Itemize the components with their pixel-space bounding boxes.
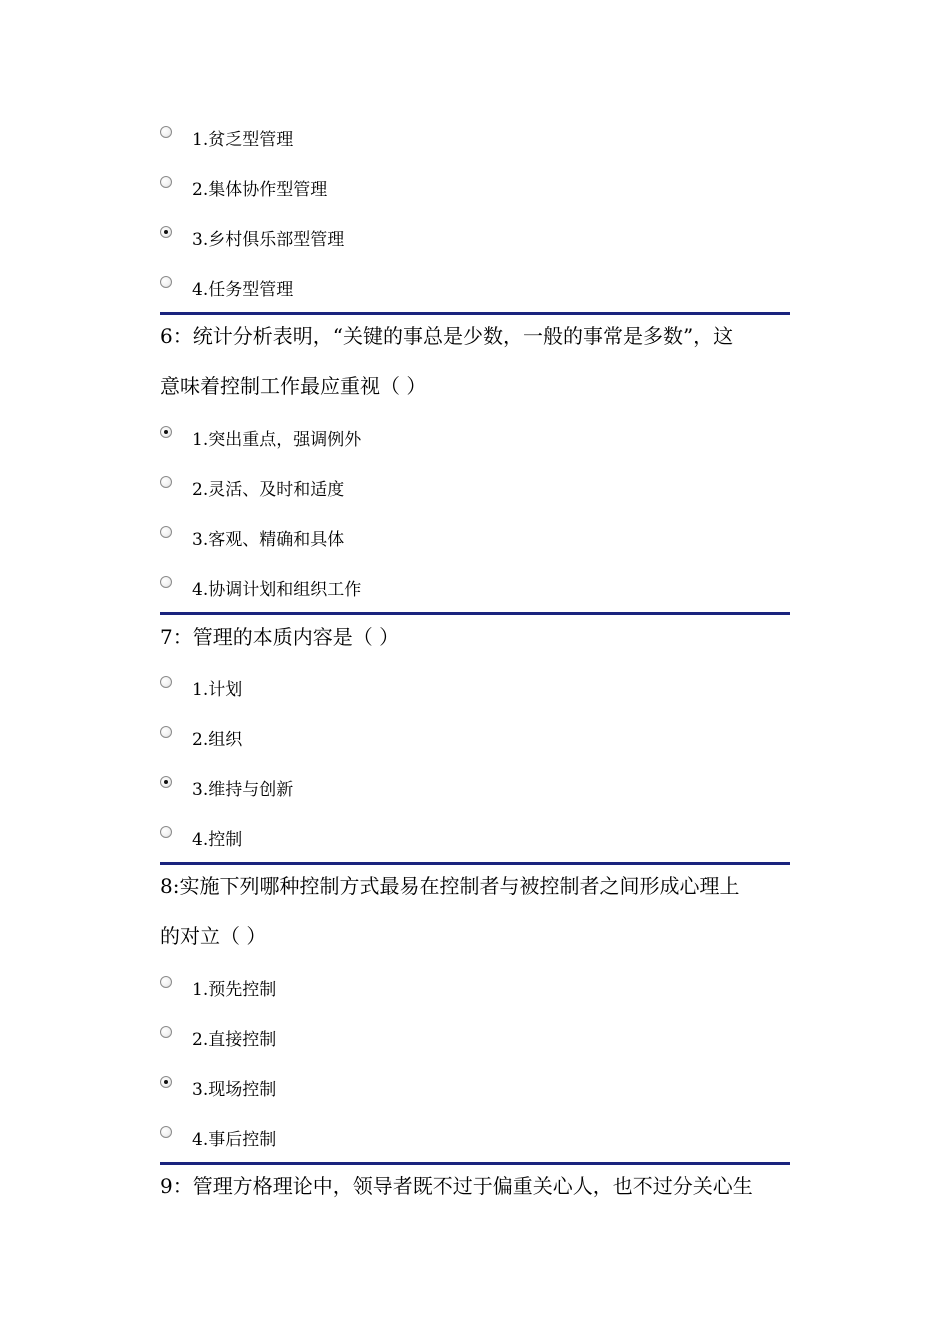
question-9-text-line-1: 9：管理方格理论中，领导者既不过于偏重关心人，也不过分关心生 bbox=[160, 1174, 753, 1198]
radio-button-unchecked[interactable] bbox=[160, 526, 172, 538]
radio-button-unchecked[interactable] bbox=[160, 176, 172, 188]
option-label: 1.突出重点，强调例外 bbox=[192, 430, 362, 450]
radio-button-unchecked[interactable] bbox=[160, 1126, 172, 1138]
radio-button-unchecked[interactable] bbox=[160, 126, 172, 138]
option-label: 3.乡村俱乐部型管理 bbox=[192, 230, 345, 250]
question-6-text-line-1: 6：统计分析表明，“关键的事总是少数，一般的事常是多数”，这 bbox=[160, 324, 734, 348]
option-label: 1.预先控制 bbox=[192, 980, 277, 1000]
question-divider bbox=[160, 862, 790, 865]
radio-button-unchecked[interactable] bbox=[160, 976, 172, 988]
radio-button-unchecked[interactable] bbox=[160, 1026, 172, 1038]
question-6-text-line-2: 意味着控制工作最应重视（ ） bbox=[160, 374, 427, 398]
option-label: 4.控制 bbox=[192, 830, 243, 850]
option-label: 2.直接控制 bbox=[192, 1030, 277, 1050]
radio-button-checked[interactable] bbox=[160, 776, 172, 788]
question-divider bbox=[160, 612, 790, 615]
radio-button-unchecked[interactable] bbox=[160, 576, 172, 588]
question-8-text-line-2: 的对立（ ） bbox=[160, 924, 267, 948]
option-label: 2.组织 bbox=[192, 730, 243, 750]
option-label: 1.计划 bbox=[192, 680, 243, 700]
radio-button-checked[interactable] bbox=[160, 226, 172, 238]
option-label: 4.事后控制 bbox=[192, 1130, 277, 1150]
radio-button-unchecked[interactable] bbox=[160, 826, 172, 838]
option-label: 3.维持与创新 bbox=[192, 780, 294, 800]
option-label: 3.现场控制 bbox=[192, 1080, 277, 1100]
question-divider bbox=[160, 312, 790, 315]
radio-button-unchecked[interactable] bbox=[160, 476, 172, 488]
option-label: 2.灵活、及时和适度 bbox=[192, 480, 345, 500]
option-label: 4.任务型管理 bbox=[192, 280, 294, 300]
question-divider bbox=[160, 1162, 790, 1165]
radio-button-unchecked[interactable] bbox=[160, 276, 172, 288]
option-label: 4.协调计划和组织工作 bbox=[192, 580, 362, 600]
option-label: 1.贫乏型管理 bbox=[192, 130, 294, 150]
option-label: 2.集体协作型管理 bbox=[192, 180, 328, 200]
radio-button-unchecked[interactable] bbox=[160, 676, 172, 688]
radio-button-unchecked[interactable] bbox=[160, 726, 172, 738]
radio-button-checked[interactable] bbox=[160, 426, 172, 438]
radio-button-checked[interactable] bbox=[160, 1076, 172, 1088]
question-7-text-line-1: 7：管理的本质内容是（ ） bbox=[160, 625, 400, 649]
option-label: 3.客观、精确和具体 bbox=[192, 530, 345, 550]
question-8-text-line-1: 8:实施下列哪种控制方式最易在控制者与被控制者之间形成心理上 bbox=[160, 874, 740, 898]
